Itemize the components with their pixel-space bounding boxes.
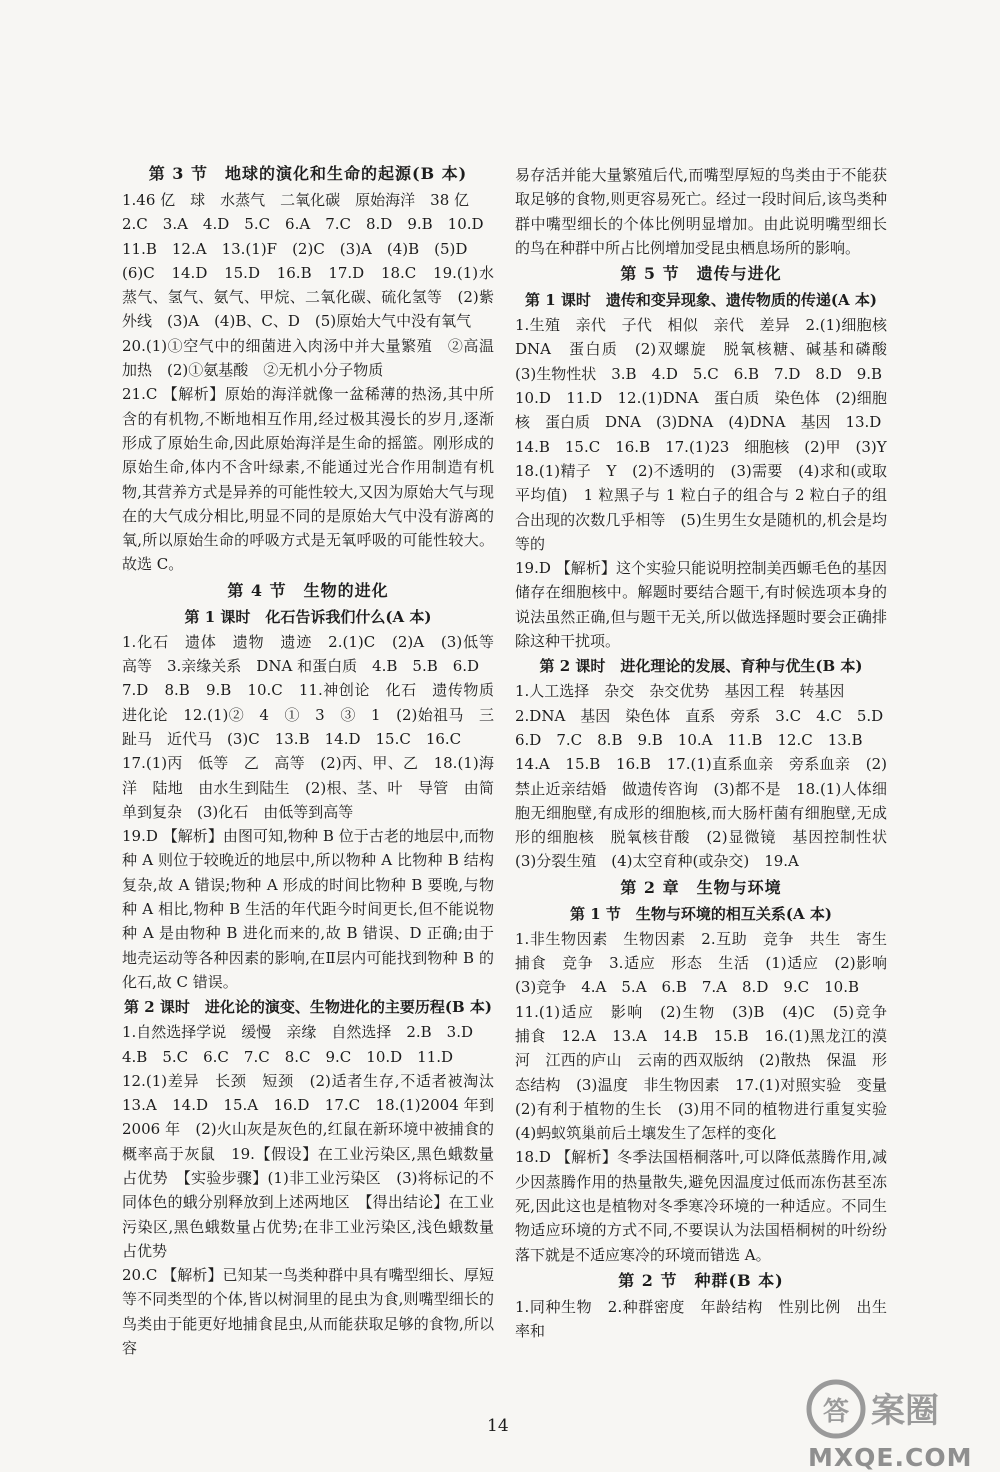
- answer-paragraph: 20.(1)①空气中的细菌进入肉汤中并大量繁殖 ②高温加热 (2)①氨基酸 ②无机小分子物质: [122, 336, 494, 380]
- answer-paragraph: 1.46 亿 球 水蒸气 二氧化碳 原始海洋 38 亿: [122, 191, 470, 209]
- answer-paragraph: 1.自然选择学说 缓慢 亲缘 自然选择 2.B 3.D: [122, 1023, 473, 1042]
- answer-paragraph: 4.B 5.C 6.C 7.C 8.C 9.C 10.D 11.D: [122, 1047, 454, 1066]
- left-column: [122, 160, 510, 1360]
- lesson-title: 第 2 课时 进化论的演变、生物进化的主要历程(B 本): [124, 998, 492, 1017]
- answer-paragraph: (6)C 14.D 15.D 16.B 17.D 18.C 19.(1)水蒸气、氢气、氨气、甲烷、二氧化碳、硫化氢等 (2)紫外线 (3)A (4)B、C、D (5)原始大气中没有氧气: [122, 263, 494, 331]
- watermark-site: MXQE.COM: [808, 1443, 973, 1472]
- svg-text:答: 答: [822, 1397, 850, 1427]
- answer-paragraph: 2.C 3.A 4.D 5.C 6.A 7.C 8.D 9.B 10.D: [122, 215, 484, 234]
- answer-paragraph: 19.D 【解析】这个实验只能说明控制美西螈毛色的基因储存在细胞核中。解题时要结合题干,有时候选项本身的说法虽然正确,但与题干无关,所以做选择题时要会正确排除这种干扰项。: [515, 559, 887, 651]
- section-title: 第 2 章 生物与环境: [620, 877, 782, 897]
- answer-paragraph: 11.B 12.A 13.(1)F (2)C (3)A (4)B (5)D: [122, 239, 468, 258]
- section-title: 第 3 节 地球的演化和生命的起源(B 本): [148, 164, 468, 183]
- answer-paragraph: 14.B 15.C 16.B 17.(1)23 细胞核 (2)甲 (3)Y: [515, 437, 887, 456]
- answer-paragraph: 6.D 7.C 8.B 9.B 10.A 11.B 12.C 13.B: [515, 730, 863, 749]
- answer-paragraph: 1.化石 遗体 遗物 遗迹 2.(1)C (2)A (3)低等 高等 3.亲缘关系 DNA 和蛋白质 4.B 5.B 6.D: [122, 632, 510, 676]
- lesson-title: 第 2 课时 进化理论的发展、育种与优生(B 本): [539, 657, 863, 676]
- answer-paragraph: 18.(1)精子 Y (2)不透明的 (3)需要 (4)求和(或取平均值) 1 粒黑子与 1 粒白子的组合与 2 粒白子的组合出现的次数几乎相等 (5)生男生女是随机的,机会是均等的: [515, 461, 887, 553]
- lesson-title: 第 1 课时 遗传和变异现象、遗传物质的传递(A 本): [525, 291, 877, 310]
- answer-paragraph: 易存活并能大量繁殖后代,而嘴型厚短的鸟类由于不能获取足够的食物,则更容易死亡。经过一段时间后,该鸟类种群中嘴型细长的个体比例明显增加。由此说明嘴型细长的鸟在种群中所占比例增加受昆虫栖息场所的影响。: [515, 166, 887, 257]
- answer-paragraph: 1.同种生物 2.种群密度 年龄结构 性别比例 出生率和: [515, 1297, 887, 1341]
- answer-paragraph: 21.C 【解析】原始的海洋就像一盆稀薄的热汤,其中所含的有机物,不断地相互作用,经过极其漫长的岁月,逐渐形成了原始生命,因此原始海洋是生命的摇篮。刚形成的原始生命,体内不含叶绿素,不能通过光合作用制造有机物,其营养方式是异养的可能性较大,又因为原始大气与现在的大气成分相比,明显不同的是原始大气中没有游离的氧,所以原始生命的呼吸方式是无氧呼吸的可能性较大。故选 C。: [122, 385, 494, 574]
- watermark-logo: [805, 1378, 975, 1444]
- lesson-title: 第 1 课时 化石告诉我们什么(A 本): [184, 607, 432, 626]
- svg-text:案圈: 案圈: [871, 1391, 939, 1431]
- answer-paragraph: 11.(1)适应 影响 (2)生物 (3)B (4)C (5)竞争 捕食 12.A 13.A 14.B 15.B 16.(1)黑龙江的漠河 江西的庐山 云南的西双版纳 (2)散热 保温 形态结构 (3)温度 非生物因素 17.(1)对照实验 变量 (2)有利于植物的生长 (3)用不同的植物进行重复实验 (4)蚂蚁筑巢前后土壤发生了怎样的变化: [515, 1002, 903, 1143]
- answer-paragraph: 19.D 【解析】由图可知,物种 B 位于古老的地层中,而物种 A 则位于较晚近的地层中,所以物种 A 比物种 B 结构复杂,故 A 错误;物种 A 形成的时间比物种 B 要晚,与物种 A 相比,物种 B 生活的年代距今时间更长,但不能说物种 A 是由物种 B 进化而来的,故 B 错误、D 正确;由于地壳运动等各种因素的影响,在Ⅱ层内可能找到物种 B 的化石,故 C 错误。: [122, 827, 494, 991]
- answer-paragraph: 10.D 11.D 12.(1)DNA 蛋白质 染色体 (2)细胞核 蛋白质 DNA (3)DNA (4)DNA 基因 13.D: [515, 389, 887, 432]
- answer-paragraph: 7.D 8.B 9.B 10.C 11.神创论 化石 遗传物质 进化论 12.(1)② 4 ① 3 ③ 1 (2)始祖马 三趾马 近代马 (3)C 13.B 14.D 15.C 16.C: [122, 681, 510, 748]
- section-title: 第 4 节 生物的进化: [227, 580, 389, 600]
- answer-paragraph: 18.D 【解析】冬季法国梧桐落叶,可以降低蒸腾作用,减少因蒸腾作用的热量散失,避免因温度过低而冻伤甚至冻死,因此这也是植物对冬季寒冷环境的一种适应。不同生物适应环境的方式不同,不要误认为法国梧桐树的叶纷纷落下就是不适应寒冷的环境而错选 A。: [515, 1148, 887, 1264]
- answer-paragraph: 1.人工选择 杂交 杂交优势 基因工程 转基因: [515, 682, 845, 701]
- section-title: 第 5 节 遗传与进化: [620, 264, 782, 284]
- answer-paragraph: 2.DNA 基因 染色体 直系 旁系 3.C 4.C 5.D: [515, 706, 884, 725]
- answer-paragraph: 17.(1)丙 低等 乙 高等 (2)丙、甲、乙 18.(1)海洋 陆地 由水生到陆生 (2)根、茎、叶 导管 由简单到复杂 (3)化石 由低等到高等: [122, 754, 494, 821]
- page-number: 14: [487, 1416, 509, 1436]
- answer-paragraph: 14.A 15.B 16.B 17.(1)直系血亲 旁系血亲 (2)禁止近亲结婚 做遗传咨询 (3)都不是 18.(1)人体细胞无细胞壁,有成形的细胞核,而大肠杆菌有细胞壁,无成形的细胞核 脱氧核苷酸 (2)显微镜 基因控制性状 (3)分裂生殖 (4)太空育种(或杂交) 19.A: [515, 755, 903, 871]
- lesson-title: 第 1 节 生物与环境的相互关系(A 本): [570, 904, 832, 923]
- answer-paragraph: 1.非生物因素 生物因素 2.互助 竞争 共生 寄生 捕食 竞争 3.适应 形态 生活 (1)适应 (2)影响 (3)竞争 4.A 5.A 6.B 7.A 8.D 9.C 10.B: [515, 929, 903, 997]
- answer-paragraph: 20.C 【解析】已知某一鸟类种群中具有嘴型细长、厚短等不同类型的个体,皆以树洞里的昆虫为食,则嘴型细长的鸟类由于能更好地捕食昆虫,从而能获取足够的食物,所以容: [122, 1266, 494, 1358]
- answer-paragraph: 1.生殖 亲代 子代 相似 亲代 差异 2.(1)细胞核 DNA 蛋白质 (2)双螺旋 脱氧核糖、碱基和磷酸 (3)生物性状 3.B 4.D 5.C 6.B 7.D 8.D 9.B: [515, 316, 903, 383]
- answer-paragraph: 12.(1)差异 长颈 短颈 (2)适者生存,不适者被淘汰 13.A 14.D 15.A 16.D 17.C 18.(1)2004 年到 2006 年 (2)火山灰是灰色的,红鼠在新环境中被捕食的概率高于灰鼠 19.【假设】在工业污染区,黑色蛾数量占优势 【实验步骤】(1)非工业污染区 (3)将标记的不同体色的蛾分别释放到上述两地区 【得出结论】在工业污染区,黑色蛾数量占优势;在非工业污染区,浅色蛾数量占优势: [122, 1071, 510, 1260]
- section-title: 第 2 节 种群(B 本): [618, 1270, 784, 1290]
- right-column: [515, 163, 903, 1343]
